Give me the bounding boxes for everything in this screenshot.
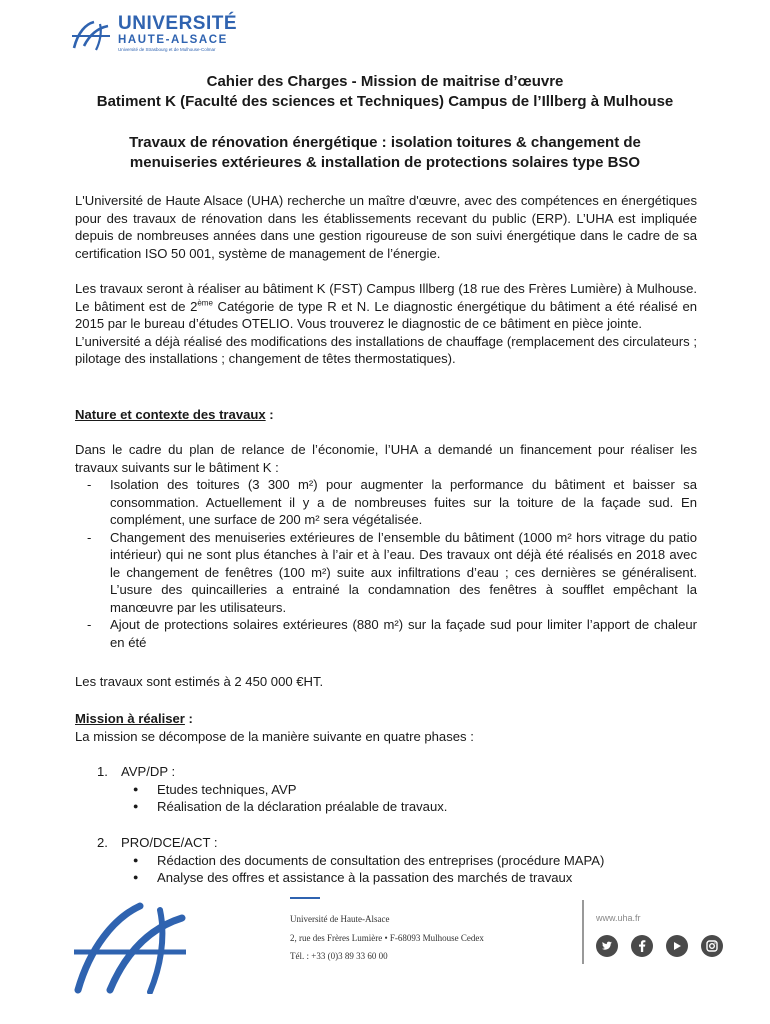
- title-line-1: Cahier des Charges - Mission de maitrise d’œuvre: [206, 73, 564, 90]
- list-item: - Isolation des toitures (3 300 m²) pour augmenter la performance du bâtiment et baisser sa consommation. Actuellement il y a de nombreuses fuites sur la toiture de la façade sud. En complément, une surface de 200 m² sera végétalisée.: [75, 476, 697, 529]
- nature-heading-colon: :: [265, 407, 274, 422]
- uha-logo-mark-icon: [70, 18, 114, 52]
- footer-website-link[interactable]: www.uha.fr: [596, 913, 641, 923]
- phase-2-items: [75, 852, 697, 887]
- nature-intro: Dans le cadre du plan de relance de l’économie, l’UHA a demandé un financement pour réaliser les travaux suivants sur le bâtiment K :: [75, 442, 697, 475]
- phase-label: AVP/DP :: [121, 764, 176, 779]
- list-item: ● Rédaction des documents de consultation des entreprises (procédure MAPA): [75, 852, 697, 870]
- mission-section: [75, 710, 697, 745]
- university-logo: [70, 14, 250, 54]
- footer-accent-line: [290, 897, 320, 899]
- footer-phone: Tél. : +33 (0)3 89 33 60 00: [290, 951, 388, 961]
- estimate-section: [75, 673, 697, 691]
- building-text-a: Les travaux seront à réaliser au bâtiment K (FST) Campus Illberg (18 rue des Frères Lumière) à Mulhouse. Le bâtiment est de 2: [75, 281, 697, 314]
- subtitle-line-1: Travaux de rénovation énergétique : isolation toitures & changement de: [129, 134, 641, 151]
- list-item: ● Réalisation de la déclaration préalable de travaux.: [75, 798, 697, 816]
- intro-section: [75, 192, 697, 262]
- list-item: ● Analyse des offres et assistance à la passation des marchés de travaux: [75, 869, 697, 887]
- phase-number: 2.: [97, 835, 108, 850]
- facebook-icon[interactable]: [631, 935, 653, 957]
- youtube-play-icon[interactable]: [666, 935, 688, 957]
- logo-name-line1: UNIVERSITÉ: [118, 13, 238, 34]
- building-paragraph: [75, 280, 697, 333]
- nature-section: [75, 441, 697, 651]
- building-text-b: Catégorie de type R et N. Le diagnostic énergétique du bâtiment a été réalisé en 2015 par le bureau d’études OTELIO. Vous trouverez le diagnostic de ce bâtiment en pièce jointe.: [75, 298, 698, 331]
- phase-number: 1.: [97, 764, 108, 779]
- building-section: [75, 280, 697, 368]
- list-item: - Ajout de protections solaires extérieures (880 m²) sur la façade sud pour limiter l’apport de chaleur en été: [75, 616, 697, 651]
- twitter-icon[interactable]: [596, 935, 618, 957]
- footer-org: Université de Haute-Alsace: [290, 914, 390, 924]
- document-title: [60, 72, 710, 112]
- nature-heading: [75, 406, 697, 424]
- list-item: - Changement des menuiseries extérieures de l’ensemble du bâtiment (1000 m² hors vitrage du patio intérieur) qui ne sont plus étanches à l’air et à l’eau. Des travaux ont déjà été réalisés en 2018 avec le changement de fenêtres (100 m²) suite aux infiltrations d’eau ; ces dernières se généralisent. L’usure des quincailleries a entrainé la condamnation des fenêtres à soufflet empêchant la manœuvre par les utilisateurs.: [75, 529, 697, 617]
- estimate-text: Les travaux sont estimés à 2 450 000 €HT.: [75, 674, 324, 689]
- footer-logo-mark-icon: [70, 898, 190, 994]
- title-line-2: Batiment K (Faculté des sciences et Techniques) Campus de l’Illberg à Mulhouse: [96, 93, 674, 110]
- footer-divider: [582, 900, 584, 964]
- phase-1-items: [75, 781, 697, 816]
- mission-heading-colon: :: [184, 711, 193, 726]
- list-item: ● Etudes techniques, AVP: [75, 781, 697, 799]
- logo-name-line2: HAUTE-ALSACE: [118, 34, 228, 46]
- intro-paragraph: L'Université de Haute Alsace (UHA) recherche un maître d'œuvre, avec des compétences en énergétiques pour des travaux de rénovation dans les établissements recevant du public (ERP). L’UHA est impliquée depuis de nombreuses années dans une gestion rigoureuse de son suivi énergétique dans le cadre de sa certification ISO 50 001, système de management de l’énergie.: [75, 193, 697, 261]
- footer-address: 2, rue des Frères Lumière • F-68093 Mulhouse Cedex: [290, 933, 484, 943]
- phase-2: [75, 834, 697, 887]
- subtitle-line-2: menuiseries extérieures & installation de protections solaires type BSO: [129, 154, 641, 171]
- phase-label: PRO/DCE/ACT :: [121, 835, 218, 850]
- nature-heading-text: Nature et contexte des travaux: [75, 407, 266, 422]
- building-superscript: ème: [197, 298, 213, 308]
- instagram-icon[interactable]: [701, 935, 723, 957]
- works-list: [75, 476, 697, 651]
- phase-1: [75, 763, 697, 816]
- document-subtitle: [60, 133, 710, 173]
- heating-paragraph: L’université a déjà réalisé des modifications des installations de chauffage (remplacement des circulateurs ; pilotage des installations ; changement de têtes thermostatiques).: [75, 333, 697, 366]
- mission-intro: La mission se décompose de la manière suivante en quatre phases :: [75, 728, 474, 744]
- mission-heading-text: Mission à réaliser: [75, 711, 185, 726]
- logo-tagline: Université de Strasbourg et de Mulhouse-Colmar: [118, 47, 216, 52]
